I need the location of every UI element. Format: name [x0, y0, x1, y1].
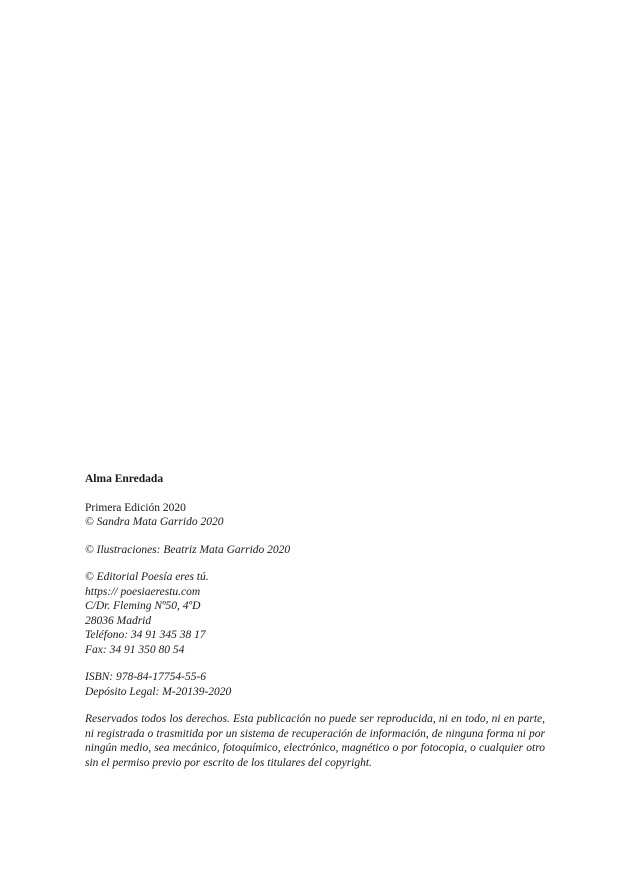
- identifiers-block: [85, 670, 545, 699]
- publisher-copyright: © Editorial Poesía eres tú.: [85, 571, 209, 583]
- colophon: [85, 472, 545, 770]
- publisher-website: https:// poesiaerestu.com: [85, 585, 201, 598]
- isbn: ISBN: 978-84-17754-55-6: [85, 671, 207, 683]
- publisher-address: C/Dr. Fleming Nº50, 4ºD: [85, 600, 201, 612]
- book-title: Alma Enredada: [85, 473, 164, 485]
- illustrations-copyright: © Ilustraciones: Beatriz Mata Garrido 2020: [85, 543, 291, 556]
- edition-line: Primera Edición 2020: [85, 501, 186, 514]
- publisher-block: [85, 570, 545, 657]
- author-copyright: © Sandra Mata Garrido 2020: [85, 516, 224, 528]
- legal-deposit: Depósito Legal: M-20139-2020: [85, 685, 232, 698]
- publisher-city: 28036 Madrid: [85, 614, 152, 627]
- edition-block: [85, 501, 545, 530]
- illustrations-block: [85, 543, 545, 558]
- publisher-fax: Fax: 34 91 350 80 54: [85, 643, 185, 656]
- publisher-phone: Teléfono: 34 91 345 38 17: [85, 629, 206, 641]
- rights-notice: Reservados todos los derechos. Esta publicación no puede ser reproducida, ni en todo, ni en parte, ni registrada o trasmitida por un sistema de recuperación de información, de ninguna forma ni por ningún medio, sea mecánico, fotoquímico, electrónico, magnético o por fotocopia, o cualquier otro sin el permiso previo por escrito de los titulares del copyright.: [85, 713, 545, 769]
